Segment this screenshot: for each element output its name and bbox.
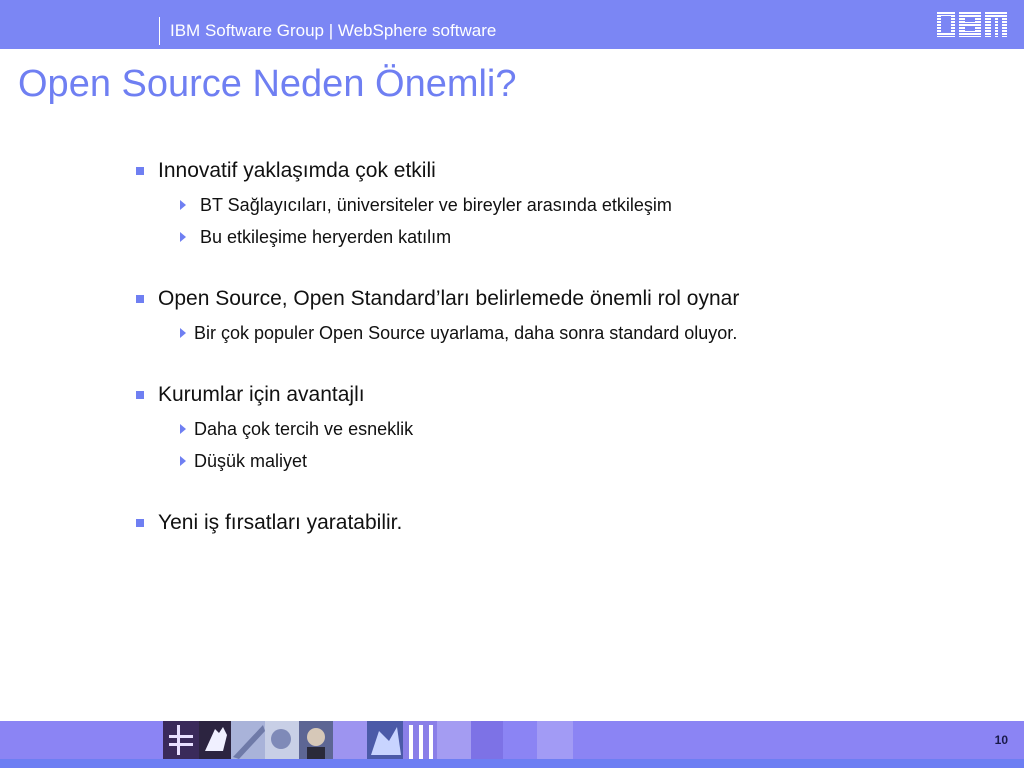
- ibm-logo: [936, 9, 1008, 39]
- header-bar: [0, 0, 1024, 49]
- page-number: 10: [994, 733, 1008, 747]
- sub-bullet-item: [130, 192, 990, 218]
- sub-bullet-text: Bu etkileşime heryerden katılım: [200, 227, 452, 247]
- triangle-bullet-icon: [180, 424, 186, 434]
- sub-bullet-item: [130, 224, 990, 250]
- bullet-text: Kurumlar için avantajlı: [158, 383, 365, 406]
- sub-bullet-item: [130, 320, 990, 346]
- sub-bullet-item: [130, 448, 990, 474]
- square-bullet-icon: [136, 167, 144, 175]
- triangle-bullet-icon: [180, 232, 186, 242]
- sub-bullet-text: Düşük maliyet: [194, 451, 308, 471]
- bullet-text: Innovatif yaklaşımda çok etkili: [158, 159, 436, 182]
- footer-edge: [0, 759, 1024, 768]
- bullet-item: [130, 156, 990, 186]
- sub-bullet-item: [130, 416, 990, 442]
- triangle-bullet-icon: [180, 456, 186, 466]
- bullet-item: [130, 508, 990, 538]
- header-divider: [159, 17, 160, 45]
- bullet-text: Yeni iş fırsatları yaratabilir.: [158, 511, 403, 534]
- bullet-group-4: [130, 508, 990, 538]
- bullet-item: [130, 380, 990, 410]
- sub-bullet-text: Daha çok tercih ve esneklik: [194, 419, 414, 439]
- bullet-group-2: [130, 284, 990, 346]
- footer-bar: [0, 721, 1024, 768]
- bullet-group-1: [130, 156, 990, 250]
- bullet-item: [130, 284, 990, 314]
- bullet-text: Open Source, Open Standard’ları belirlemede önemli rol oynar: [158, 287, 740, 310]
- bullet-group-3: [130, 380, 990, 474]
- square-bullet-icon: [136, 391, 144, 399]
- photo-strip-image: [163, 721, 573, 759]
- header-text: IBM Software Group | WebSphere software: [170, 21, 497, 40]
- sub-bullet-text: Bir çok populer Open Source uyarlama, daha sonra standard oluyor.: [194, 323, 738, 343]
- square-bullet-icon: [136, 295, 144, 303]
- bullet-list: [130, 156, 990, 572]
- triangle-bullet-icon: [180, 200, 186, 210]
- square-bullet-icon: [136, 519, 144, 527]
- slide-title: Open Source Neden Önemli?: [18, 63, 517, 105]
- sub-bullet-text: BT Sağlayıcıları, üniversiteler ve bireyler arasında etkileşim: [200, 195, 672, 215]
- triangle-bullet-icon: [180, 328, 186, 338]
